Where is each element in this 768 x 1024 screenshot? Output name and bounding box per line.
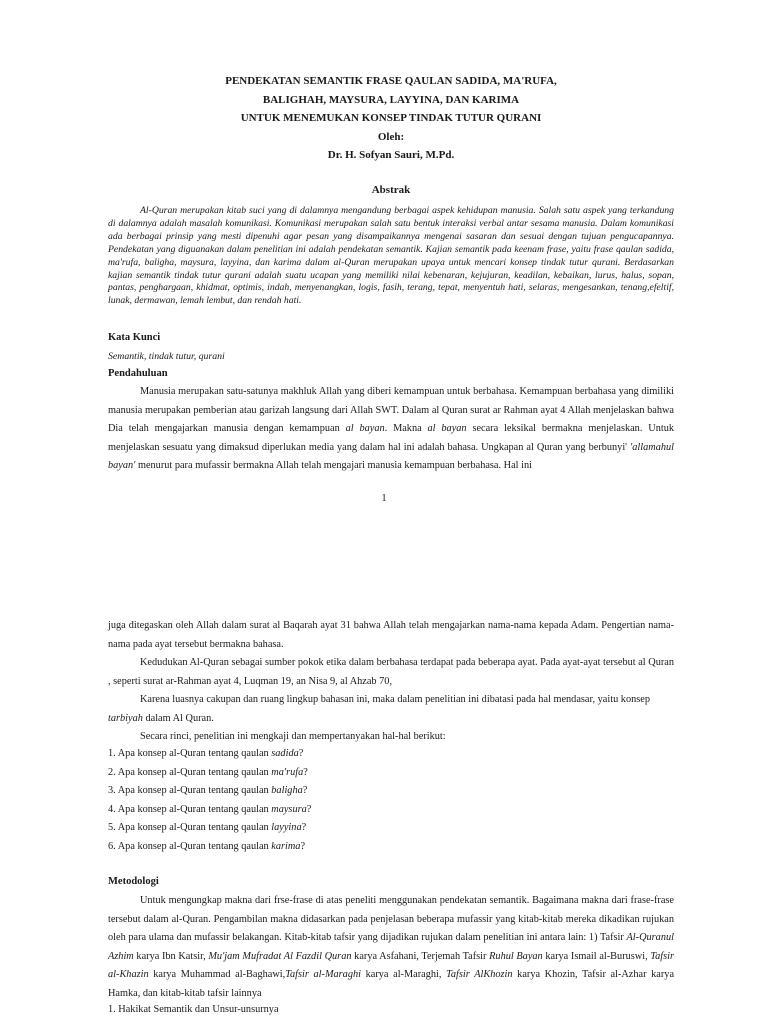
title-line-1: PENDEKATAN SEMANTIK FRASE QAULAN SADIDA, MA'RUFA,: [225, 75, 557, 87]
list-item: 3. Apa konsep al-Quran tentang qaulan baligha?: [108, 785, 308, 797]
method-heading: Metodologi: [108, 876, 159, 887]
title-line-3: UNTUK MENEMUKAN KONSEP TINDAK TUTUR QURANI: [240, 112, 542, 124]
page2-paragraph-4: Secara rinci, penelitian ini mengkaji dan mempertanyakan hal-hal berikut:: [140, 731, 446, 742]
abstract-heading: Abstrak: [371, 184, 411, 196]
keywords-heading: Kata Kunci: [108, 332, 161, 343]
keywords-text: Semantik, tindak tutur, qurani: [108, 351, 225, 362]
author-name: Dr. H. Sofyan Sauri, M.Pd.: [327, 149, 455, 161]
ref-title-alkhozin: Tafsir AlKhozin: [446, 969, 513, 981]
section-1-heading: 1. Hakikat Semantik dan Unsur-unsurnya: [108, 1004, 279, 1015]
scope-text-2: dalam Al Quran.: [142, 712, 214, 724]
intro-term-allamahul: 'allamahul bayan': [108, 441, 674, 472]
list-item: 6. Apa konsep al-Quran tentang qaulan karima?: [108, 840, 306, 852]
research-questions-list: [108, 745, 674, 857]
oleh-label: Oleh:: [377, 130, 405, 143]
intro-heading: Pendahuluan: [108, 368, 168, 379]
intro-text-2: . Makna: [384, 423, 428, 435]
list-item: 1. Apa konsep al-Quran tentang qaulan sadida?: [108, 748, 304, 759]
intro-text-4: menurut para mufassir bermakna Allah telah mengajari manusia kemampuan berbahasa. Hal ini: [135, 460, 532, 472]
page-number: 1: [381, 493, 387, 504]
ref-title-ruhul-bayan: Ruhul Bayan: [489, 950, 543, 962]
page2-paragraph-2: Kedudukan Al-Quran sebagai sumber pokok etika dalam berbahasa terdapat pada beberapa ayat. Pada ayat-ayat tersebut al Quran , seperti surat ar-Rahman ayat 4, Luqman 19, an Nisa 9, al Ahzab 70,: [108, 657, 674, 687]
ref-title-khazin: Tafsir al-Khazin: [108, 950, 674, 981]
intro-text-3: secara leksikal bermakna menjelaskan. Untuk menjelaskan sesuatu yang dimaksud diperlukan media yang dalam hal ini adalah bahasa. Ungkapan al Quran yang berbunyi': [108, 423, 675, 453]
list-item: 5. Apa konsep al-Quran tentang qaulan layyina?: [108, 822, 307, 834]
scope-term-tarbiyah: tarbiyah: [108, 712, 143, 724]
ref-title-mujam: Mu'jam Mufradat Al Fazdil Quran: [208, 950, 352, 962]
page2-paragraph-1: juga ditegaskan oleh Allah dalam surat al Baqarah ayat 31 bahwa Allah telah mengajarkan nama-nama kepada Adam. Pengertian nama-nama pada ayat tersebut bermakna bahasa.: [108, 620, 674, 650]
intro-term-albayan-2: al bayan: [427, 423, 467, 435]
intro-term-albayan-1: al bayan: [345, 423, 385, 435]
scope-text-1: Karena luasnya cakupan dan ruang lingkup bahasan ini, maka dalam penelitian ini dibatasi pada hal mendasar, yaitu konsep: [140, 694, 650, 705]
intro-text-1: Manusia merupakan satu-satunya makhluk Allah yang diberi kemampuan untuk berbahasa. Kemampuan berbahasa yang dimiliki manusia merupakan pemberian atau garizah langsung dari Allah SWT. Dalam al Quran surat ar Rahman ayat 4 Allah menjelaskan bahwa Dia telah mengajarkan manusia dengan kemampuan: [108, 386, 674, 435]
title-line-2: BALIGHAH, MAYSURA, LAYYINA, DAN KARIMA: [262, 93, 520, 106]
paper-title: [108, 72, 674, 165]
intro-paragraph: [108, 383, 674, 476]
ref-title-quranul-azhim: Al-Quranul Azhim: [108, 932, 674, 962]
page2-paragraph-3: [108, 691, 674, 728]
list-item: 2. Apa konsep al-Quran tentang qaulan ma'rufa?: [108, 766, 308, 778]
method-paragraph: Untuk mengungkap makna dari frse-frase di atas peneliti menggunakan pendekatan semantik. Bagaimana makna dari frase-frase tersebut dalam al-Quran. Pengambilan makna didasarkan pada penjelasan beberapa mufassir yang kitab-kitab mereka dikadikan rujukan oleh para ulama dan mufassir belakangan. Kitab-kitab tafsir yang dijadikan rujukan dalam penelitian ini antara lain: 1) Tafsir Al-Quranul Azhim karya Ibn Katsir, Mu'jam Mufradat Al Fazdil Quran karya Asfahani, Terjemah Tafsir Ruhul Bayan karya Ismail al-Buruswi, Tafsir al-Khazin karya Muhammad al-Baghawi,Tafsir al-Maraghi karya al-Maraghi, Tafsir AlKhozin karya Khozin, Tafsir al-Azhar karya Hamka, dan kitab-kitab tafsir lainnya: [108, 895, 675, 999]
ref-title-maraghi: Tafsir al-Maraghi: [285, 969, 361, 981]
list-item: 4. Apa konsep al-Quran tentang qaulan maysura?: [108, 803, 312, 815]
abstract-body: Al-Quran merupakan kitab suci yang di dalamnya mengandung berbagai aspek kehidupan manusia. Salah satu aspek yang terkandung di dalamnya adalah masalah komunikasi. Komunikasi merupakan salah satu bentuk interaksi verbal antar sesama manusia. Dalam komunikasi ada berbagai prinsip yang mesti dipenuhi agar pesan yang disampaikannya mengenai sasaran dan sesuai dengan tujuan pengucapannya. Pendekatan yang diguanakan dalam penelitian ini adalah pendekatan semantik. Kajian semantik pada keenam frase, yaitu frase qaulan sadida, ma'rufa, baligha, maysura, layyina, dan karima dalam al-Quran merupakan upaya untuk mencari konsep tindak tutur qurani. Berdasarkan kajian semantik tindak tutur qurani adalah suatu ucapan yang memiliki nilai kebenaran, kejujuran, keadilan, kebaikan, lurus, halus, sopan, pantas, penghargaan, khidmat, optimis, indah, menyenangkan, logis, fasih, terang, tepat, menyentuh hati, selaras, mengesankan, tenang,efeltif, lunak, dermawan, lemah lembut, dan rendah hati.: [108, 205, 674, 307]
